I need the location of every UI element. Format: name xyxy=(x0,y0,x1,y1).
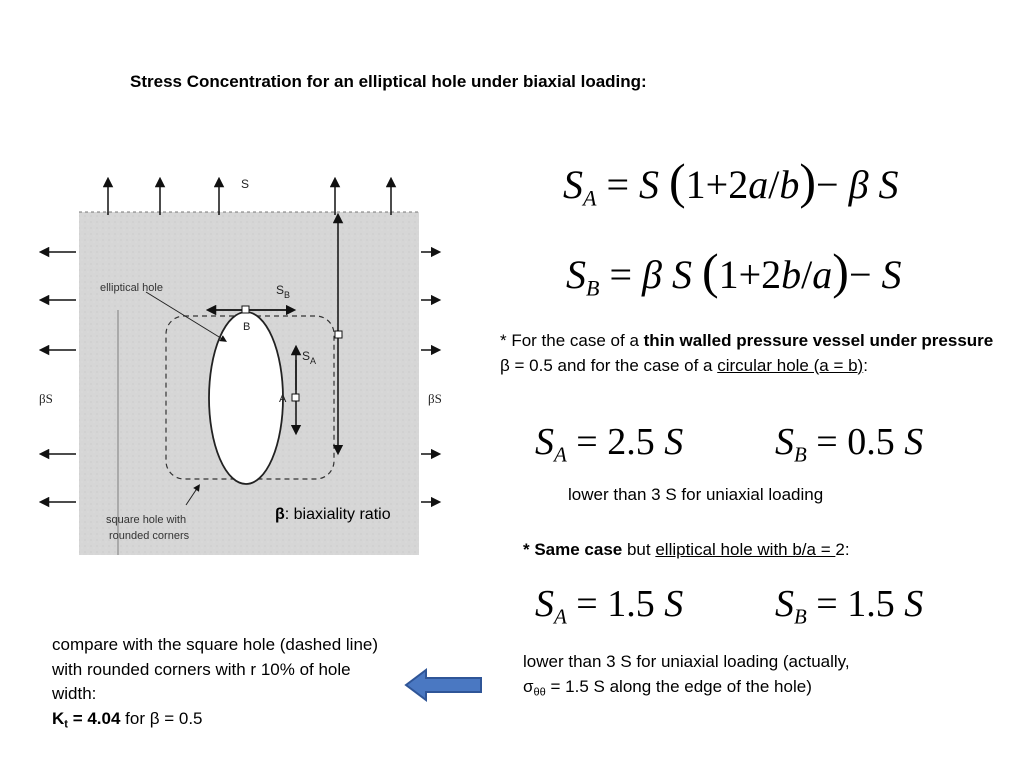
label-beta-s-left: βS xyxy=(39,391,53,406)
label-square-hole-1: square hole with xyxy=(106,514,187,526)
equation-sb-circular: $S_B = 0.5$ S xyxy=(775,421,924,467)
right-load-arrows xyxy=(421,252,436,502)
equation-sb-elliptical: $S_B = 1.5$ S xyxy=(775,583,924,629)
label-sa: $S_A$ xyxy=(302,349,317,366)
label-square-hole-2: rounded corners xyxy=(109,530,190,542)
equation-sb-general: $S_B = \beta$ S (1+2b/a)− S xyxy=(566,243,902,301)
label-sb: $S_B$ xyxy=(276,283,291,300)
top-load-arrows xyxy=(108,182,391,215)
note-lower-uniaxial: lower than 3 S for uniaxial loading xyxy=(568,485,824,504)
label-b: B xyxy=(243,321,251,333)
stress-diagram xyxy=(36,160,476,560)
biaxiality-caption: β: biaxiality ratio xyxy=(275,506,391,523)
label-beta-s-right: βS xyxy=(428,391,442,406)
note-compare-square-hole: compare with the square hole (dashed line) with rounded corners with r 10% of hole width: $K_t = 4.04$ for β = 0.5 xyxy=(52,635,379,730)
equation-sa-general: $S_A = S$ (1+2a/b)− β S xyxy=(563,153,899,211)
label-elliptical-hole: elliptical hole xyxy=(100,282,163,294)
label-a: A xyxy=(279,393,287,405)
slide-title: Stress Concentration for an elliptical hole under biaxial loading: xyxy=(130,72,647,91)
note-thin-walled: * For the case of a thin walled pressure vessel under pressure β = 0.5 and for the case of a circular hole (a = b): xyxy=(500,331,994,375)
equation-sa-elliptical: $S_A = 1.5$ S xyxy=(535,583,684,629)
left-arrow-icon xyxy=(404,668,484,702)
note-actual-stress: lower than 3 S for uniaxial loading (actually, $\sigma_{\theta\theta} = 1.5$ S along the edge of the hole) xyxy=(523,652,850,698)
equation-sa-circular: $S_A = 2.5$ S xyxy=(535,421,684,467)
note-same-case: * Same case but elliptical hole with b/a = 2: xyxy=(523,540,850,559)
label-s-top: S xyxy=(241,177,250,191)
left-load-arrows xyxy=(44,252,76,502)
